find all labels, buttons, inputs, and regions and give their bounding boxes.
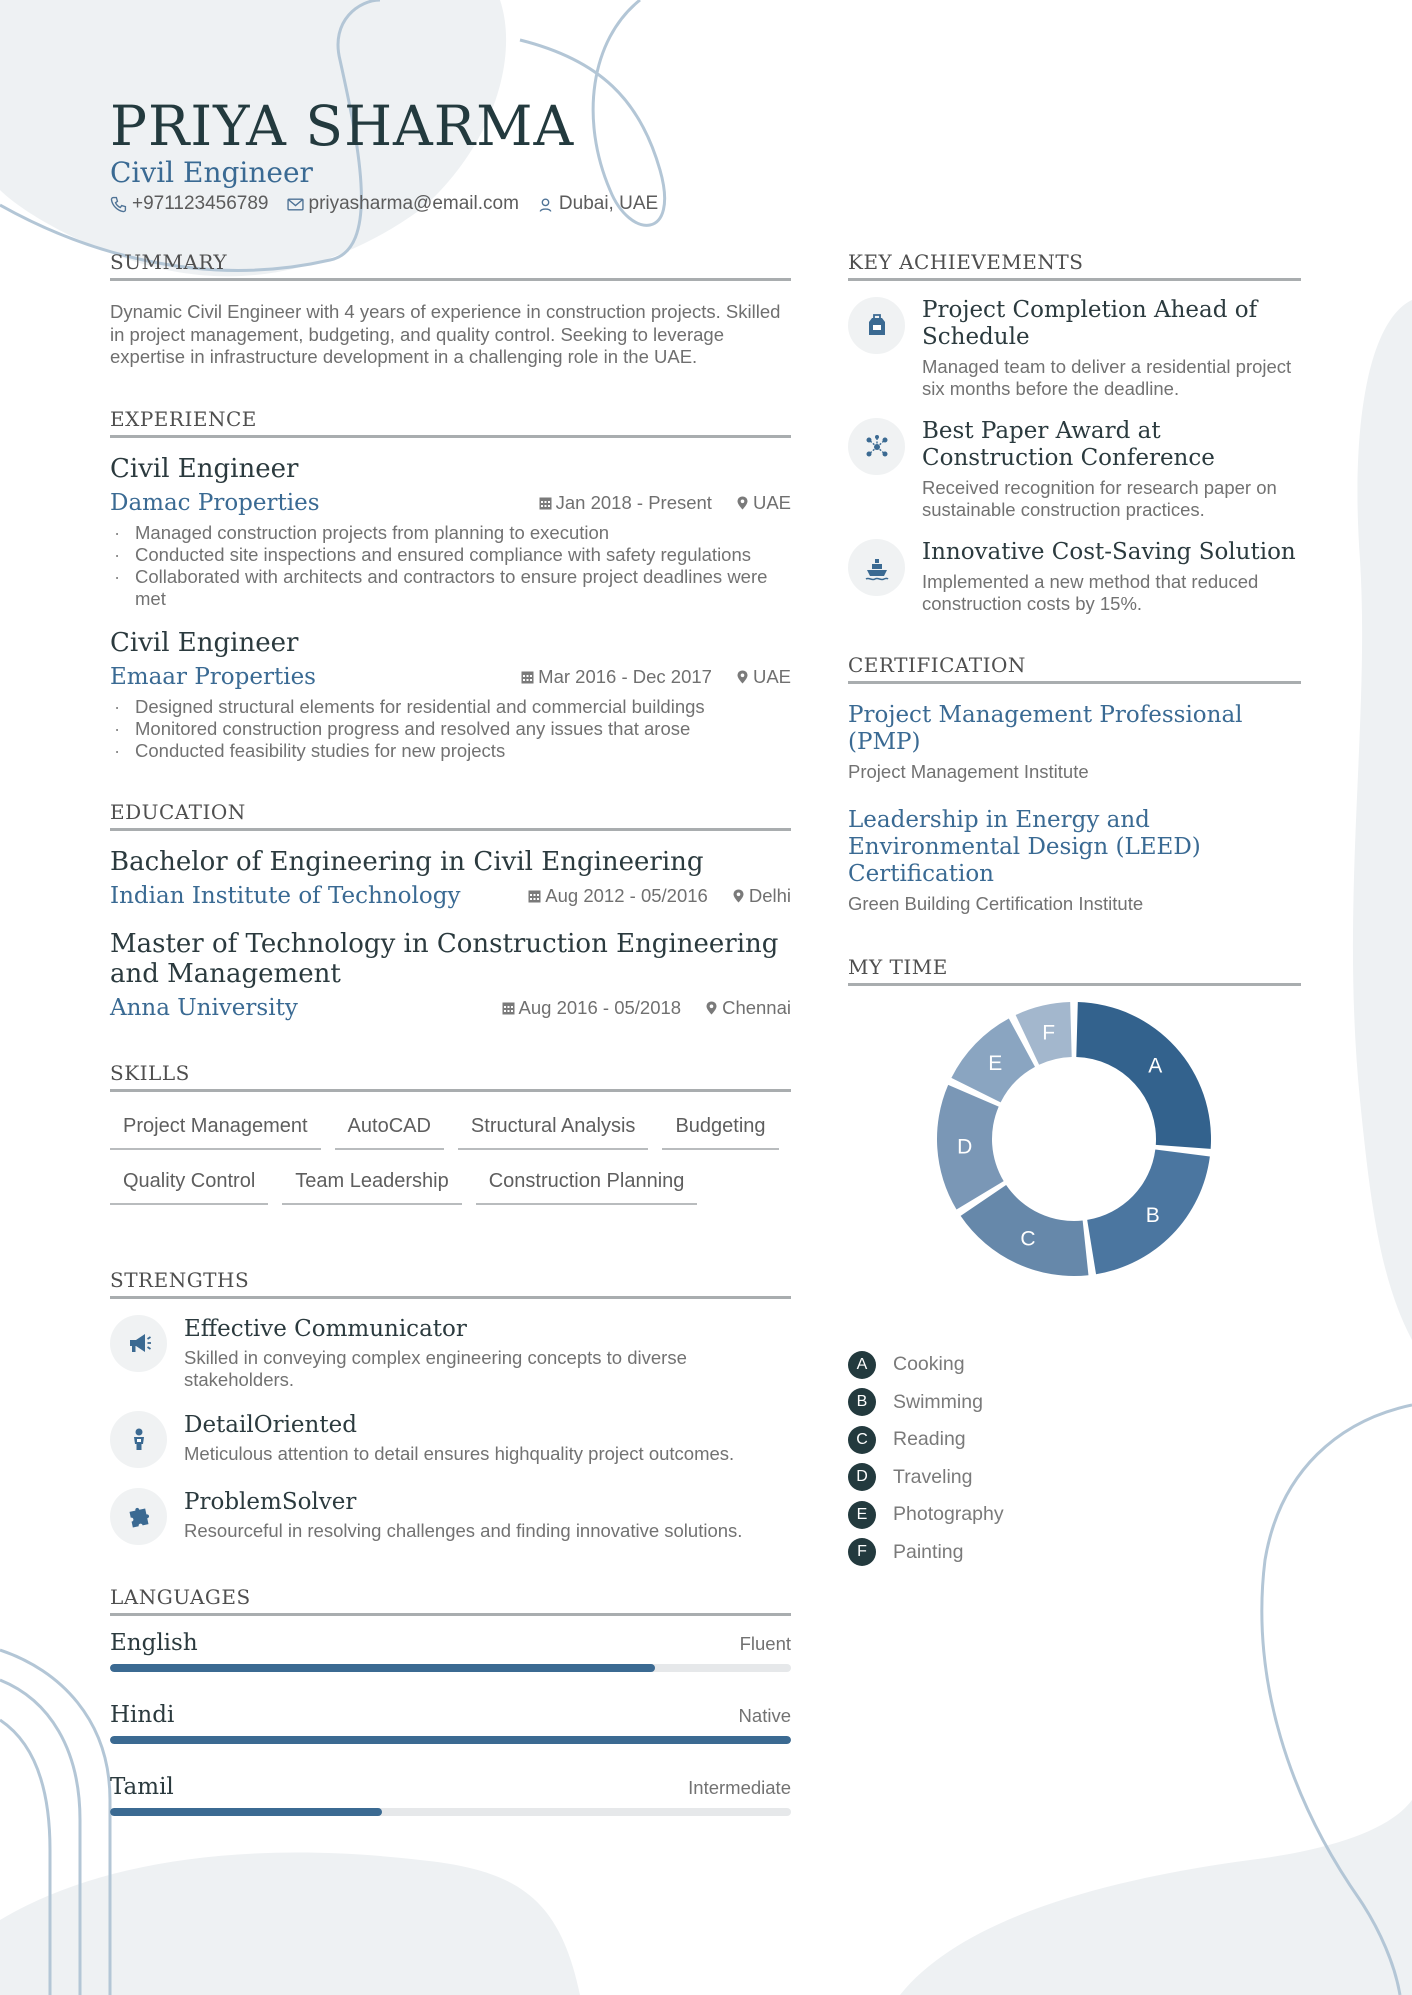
achievements-section	[848, 250, 1301, 615]
certification-issuer: Green Building Certification Institute	[848, 893, 1144, 914]
language-item	[110, 1702, 791, 1744]
language-bar	[110, 1808, 791, 1816]
education-dates: Aug 2016 - 05/2018	[518, 996, 682, 1018]
certification-item	[848, 702, 1301, 783]
skill-tag: Structural Analysis	[458, 1106, 649, 1150]
legend-item	[848, 1496, 1301, 1534]
certification-heading: CERTIFICATION	[848, 653, 1301, 684]
strength-item	[110, 1488, 791, 1545]
degree-title: Bachelor of Engineering in Civil Engineering	[110, 846, 704, 877]
language-name: Hindi	[110, 1701, 175, 1728]
education-location: Chennai	[722, 996, 791, 1018]
legend-marker: A	[848, 1351, 876, 1379]
language-name: English	[110, 1629, 198, 1656]
contact-location	[537, 193, 658, 215]
strength-title: ProblemSolver	[184, 1488, 357, 1515]
right-column	[848, 250, 1301, 1571]
location-text: Dubai, UAE	[558, 193, 659, 214]
skill-tag: AutoCAD	[335, 1106, 444, 1150]
language-bar	[110, 1664, 791, 1672]
legend-marker: E	[848, 1501, 876, 1529]
donut-label-c: C	[1020, 1227, 1036, 1251]
legend-marker: D	[848, 1463, 876, 1491]
job-bullet: · Conducted site inspections and ensured compliance with safety regulations	[110, 544, 791, 566]
time-legend	[848, 1346, 1301, 1571]
legend-label: Traveling	[893, 1465, 973, 1488]
skill-tag: Quality Control	[110, 1161, 268, 1205]
language-item	[110, 1630, 791, 1672]
job-dates: Mar 2016 - Dec 2017	[538, 665, 712, 687]
languages-heading: LANGUAGES	[110, 1585, 791, 1616]
legend-item	[848, 1534, 1301, 1572]
job-entry	[110, 628, 791, 762]
calendar-icon	[521, 670, 534, 684]
strength-title: DetailOriented	[184, 1411, 357, 1438]
skill-tag: Team Leadership	[282, 1161, 461, 1205]
achievement-item	[848, 418, 1301, 521]
legend-marker: C	[848, 1426, 876, 1454]
certification-item	[848, 807, 1301, 915]
person-icon	[110, 1411, 167, 1468]
calendar-icon	[502, 1001, 515, 1015]
summary-text: Dynamic Civil Engineer with 4 years of experience in construction projects. Skilled in project management, budgeting, and quality control. Seeking to leverage expertise in infrastructure development in a challenging role in the UAE.	[110, 301, 781, 367]
calendar-icon	[539, 496, 552, 510]
legend-label: Reading	[893, 1428, 966, 1451]
contact-email[interactable]	[287, 193, 519, 215]
language-item	[110, 1774, 791, 1816]
schedule-icon	[848, 297, 905, 354]
achievements-heading: KEY ACHIEVEMENTS	[848, 250, 1301, 281]
achievement-description: Managed team to deliver a residential project six months before the deadline.	[922, 356, 1292, 399]
language-bar	[110, 1736, 791, 1744]
strength-description: Skilled in conveying complex engineering concepts to diverse stakeholders.	[184, 1346, 687, 1390]
certification-title: Project Management Professional (PMP)	[848, 702, 1243, 755]
legend-marker: B	[848, 1388, 876, 1416]
achievement-description: Received recognition for research paper on sustainable construction practices.	[922, 477, 1277, 520]
language-level: Intermediate	[688, 1776, 791, 1798]
achievement-item	[848, 297, 1301, 400]
language-level: Fluent	[739, 1632, 791, 1654]
strength-description: Meticulous attention to detail ensures highquality project outcomes.	[184, 1442, 735, 1464]
skill-tag: Budgeting	[662, 1106, 778, 1150]
skills-list	[110, 1106, 791, 1216]
job-bullet: · Managed construction projects from planning to execution	[110, 522, 791, 544]
map-pin-icon	[705, 1001, 718, 1015]
job-bullets	[110, 522, 791, 610]
school-name: Anna University	[110, 994, 298, 1021]
email-icon	[287, 196, 304, 213]
languages-section	[110, 1585, 791, 1816]
language-level: Native	[738, 1704, 791, 1726]
certification-title: Leadership in Energy and Environmental Design (LEED) Certification	[848, 807, 1201, 887]
candidate-name: PRIYA SHARMA	[110, 94, 575, 158]
location-icon	[537, 196, 554, 213]
donut-label-b: B	[1145, 1204, 1160, 1228]
puzzle-icon	[110, 1488, 167, 1545]
education-entry	[110, 929, 791, 1021]
contact-bar	[110, 193, 658, 215]
skill-tag: Project Management	[110, 1106, 321, 1150]
achievement-description: Implemented a new method that reduced construction costs by 15%.	[922, 571, 1259, 614]
legend-label: Swimming	[893, 1390, 983, 1413]
school-name: Indian Institute of Technology	[110, 882, 461, 909]
language-bar-fill	[110, 1664, 655, 1672]
education-section	[110, 800, 791, 1021]
skill-tag: Construction Planning	[476, 1161, 698, 1205]
legend-item	[848, 1421, 1301, 1459]
map-pin-icon	[736, 670, 749, 684]
donut-label-d: D	[957, 1135, 973, 1159]
strength-title: Effective Communicator	[184, 1315, 467, 1342]
achievement-title: Innovative Cost-Saving Solution	[922, 539, 1296, 565]
job-entry	[110, 454, 791, 610]
job-company: Damac Properties	[110, 489, 320, 516]
strength-item	[110, 1315, 791, 1391]
job-dates: Jan 2018 - Present	[555, 491, 712, 513]
job-title: Civil Engineer	[110, 453, 299, 484]
job-bullet: · Monitored construction progress and resolved any issues that arose	[110, 718, 791, 740]
my-time-heading: MY TIME	[848, 955, 1301, 986]
job-bullet: · Collaborated with architects and contractors to ensure project deadlines were met	[110, 566, 791, 610]
certification-section	[848, 653, 1301, 915]
strength-item	[110, 1411, 791, 1468]
megaphone-icon	[110, 1315, 167, 1372]
skills-section	[110, 1061, 791, 1216]
experience-section	[110, 407, 791, 762]
donut-label-e: E	[988, 1051, 1003, 1075]
language-name: Tamil	[110, 1773, 174, 1800]
phone-number: +971123456789	[132, 193, 269, 214]
strength-description: Resourceful in resolving challenges and finding innovative solutions.	[184, 1519, 743, 1541]
donut-slice-a	[1076, 1002, 1211, 1149]
summary-heading: SUMMARY	[110, 250, 791, 281]
donut-label-a: A	[1148, 1054, 1163, 1078]
network-icon	[848, 418, 905, 475]
education-location: Delhi	[748, 884, 791, 906]
skills-heading: SKILLS	[110, 1061, 791, 1092]
job-location: UAE	[752, 491, 791, 513]
education-entry	[110, 847, 791, 909]
job-title: Civil Engineer	[110, 627, 299, 658]
summary-section	[110, 250, 791, 369]
job-bullets	[110, 696, 791, 762]
email-address: priyasharma@email.com	[308, 193, 519, 214]
education-dates: Aug 2012 - 05/2016	[545, 884, 708, 906]
job-location: UAE	[752, 665, 791, 687]
job-bullet: · Conducted feasibility studies for new projects	[110, 740, 791, 762]
education-heading: EDUCATION	[110, 800, 791, 831]
legend-item	[848, 1346, 1301, 1384]
left-column	[110, 250, 791, 1816]
candidate-title: Civil Engineer	[110, 156, 313, 189]
degree-title: Master of Technology in Construction Engineering and Management	[110, 928, 779, 989]
my-time-section	[848, 955, 1301, 1571]
achievement-title: Best Paper Award at Construction Conference	[922, 418, 1215, 471]
strengths-heading: STRENGTHS	[110, 1268, 791, 1299]
achievement-item	[848, 539, 1301, 615]
language-bar-fill	[110, 1808, 382, 1816]
certification-issuer: Project Management Institute	[848, 761, 1089, 782]
map-pin-icon	[736, 496, 749, 510]
legend-item	[848, 1384, 1301, 1422]
legend-label: Painting	[893, 1540, 964, 1563]
legend-item	[848, 1459, 1301, 1497]
achievement-title: Project Completion Ahead of Schedule	[922, 297, 1258, 350]
language-bar-fill	[110, 1736, 791, 1744]
job-bullet: · Designed structural elements for residential and commercial buildings	[110, 696, 791, 718]
ship-icon	[848, 539, 905, 596]
legend-marker: F	[848, 1538, 876, 1566]
strengths-section	[110, 1268, 791, 1545]
phone-icon	[110, 196, 127, 213]
legend-label: Cooking	[893, 1353, 965, 1376]
time-donut-chart	[848, 994, 1301, 1334]
contact-phone[interactable]	[110, 193, 269, 215]
legend-label: Photography	[893, 1503, 1004, 1526]
map-pin-icon	[732, 889, 745, 903]
job-company: Emaar Properties	[110, 663, 316, 690]
experience-heading: EXPERIENCE	[110, 407, 791, 438]
donut-label-f: F	[1042, 1021, 1056, 1045]
calendar-icon	[528, 889, 541, 903]
